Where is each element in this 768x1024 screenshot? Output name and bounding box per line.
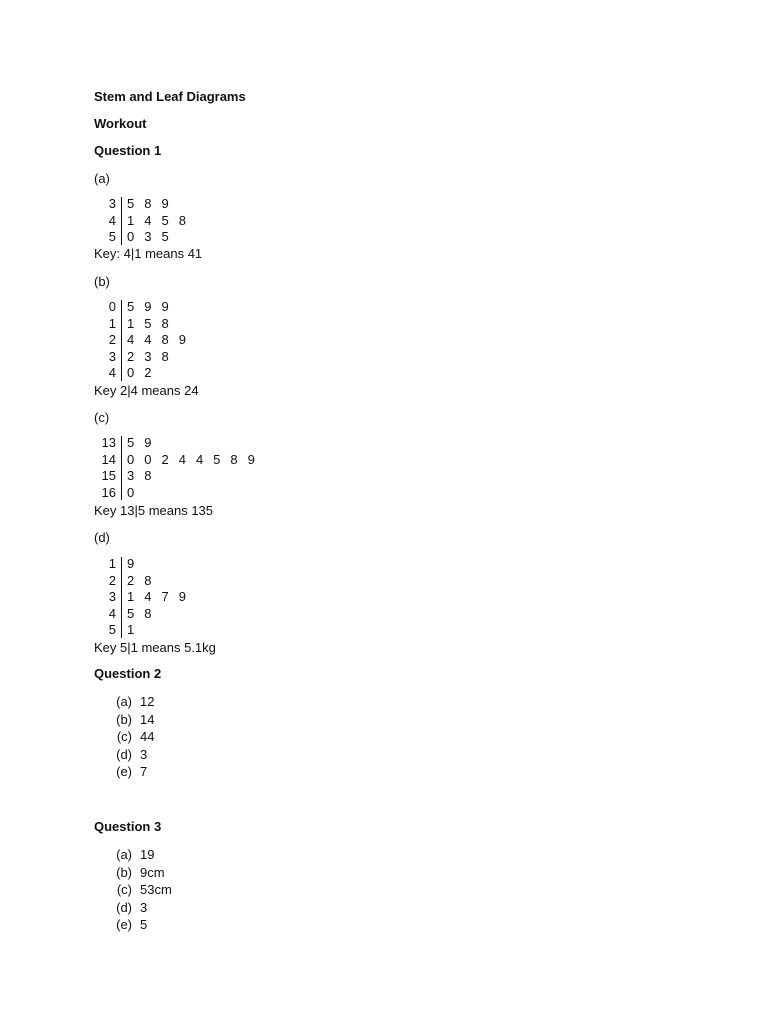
section-heading: Workout (94, 116, 147, 131)
leaves-b-4 (127, 365, 161, 382)
leaf: 4 (144, 212, 152, 228)
leaves-b-0 (127, 299, 179, 316)
answer-label: (e) (116, 917, 132, 933)
part-b-label: (b) (94, 274, 110, 289)
leaf: 1 (127, 315, 135, 331)
leaf: 9 (144, 299, 152, 314)
answer-label: (b) (116, 711, 132, 727)
leaf: 9 (127, 556, 135, 571)
leaves-c-2 (127, 468, 161, 485)
leaf: 5 (127, 299, 135, 314)
stem-d-3: 4 (108, 605, 116, 621)
leaf: 1 (127, 622, 135, 637)
leaf: 2 (127, 348, 135, 364)
question-1-heading: Question 1 (94, 143, 162, 158)
leaf: 5 (127, 196, 135, 211)
answer-value: 14 (140, 711, 155, 727)
leaves-d-1 (127, 573, 161, 590)
leaf: 9 (178, 589, 186, 604)
leaf: 9 (247, 451, 255, 467)
leaf: 5 (127, 605, 135, 621)
part-c-label: (c) (94, 410, 110, 425)
leaf: 1 (127, 589, 135, 604)
leaves-d-0 (127, 556, 144, 573)
answer-label: (d) (116, 899, 132, 915)
leaves-d-4 (127, 622, 144, 639)
stem-c-0: 13 (101, 435, 116, 450)
leaf: 8 (230, 451, 238, 467)
leaf: 0 (127, 451, 135, 467)
leaf: 9 (161, 299, 169, 314)
leaf: 9 (178, 332, 186, 347)
leaf: 4 (144, 332, 152, 347)
leaf: 5 (144, 315, 152, 331)
leaves-c-3 (127, 485, 144, 502)
leaf: 5 (213, 451, 221, 467)
leaf: 0 (127, 365, 135, 380)
answer-value: 12 (140, 694, 155, 709)
leaf: 8 (144, 605, 152, 621)
leaf: 5 (161, 212, 169, 228)
leaves-a-2 (127, 229, 179, 246)
leaf: 8 (161, 348, 169, 364)
answer-label: (d) (116, 746, 132, 762)
leaf: 9 (144, 435, 152, 450)
answer-label: (b) (116, 864, 132, 880)
leaf: 4 (178, 451, 186, 467)
key-c: Key 13|5 means 135 (94, 503, 214, 518)
leaf: 8 (161, 332, 169, 347)
leaves-c-0 (127, 435, 161, 452)
stem-c-2: 15 (101, 468, 116, 483)
leaf: 2 (144, 365, 152, 380)
leaf: 4 (195, 451, 204, 467)
leaves-a-1 (127, 213, 196, 230)
stem-b-0: 0 (108, 299, 116, 314)
leaf: 8 (144, 468, 152, 483)
leaves-d-3 (127, 606, 161, 623)
leaf: 0 (127, 229, 135, 244)
stem-a-2: 5 (108, 229, 116, 244)
leaves-b-2 (127, 332, 196, 349)
stem-d-2: 3 (108, 589, 116, 604)
stem-a-1: 4 (108, 212, 116, 228)
question-3-heading: Question 3 (94, 819, 162, 834)
leaf: 8 (161, 315, 169, 331)
answer-value: 7 (140, 764, 148, 780)
answer-label: (a) (116, 694, 132, 709)
stem-divider-b (121, 300, 122, 381)
leaf: 8 (144, 196, 152, 211)
answer-value: 44 (140, 729, 155, 745)
leaf: 3 (144, 348, 152, 364)
leaves-b-3 (127, 349, 179, 366)
stem-divider-a (121, 197, 122, 245)
key-a: Key: 4|1 means 41 (94, 246, 203, 261)
question-2-heading: Question 2 (94, 666, 162, 681)
key-b: Key 2|4 means 24 (94, 383, 199, 398)
leaves-a-0 (127, 196, 179, 213)
leaf: 5 (127, 435, 135, 450)
stem-d-4: 5 (108, 622, 116, 637)
answer-value: 53cm (140, 882, 172, 898)
stem-b-1: 1 (108, 315, 116, 331)
stem-divider-d (121, 557, 122, 638)
stem-d-0: 1 (108, 556, 116, 571)
leaf: 9 (161, 196, 169, 211)
leaf: 2 (127, 572, 135, 588)
leaf: 4 (144, 589, 152, 604)
answer-label: (c) (116, 882, 132, 898)
leaf: 1 (127, 212, 135, 228)
stem-a-0: 3 (108, 196, 116, 211)
leaf: 0 (127, 484, 135, 500)
leaf: 5 (161, 229, 169, 244)
answer-value: 3 (140, 899, 148, 915)
stem-divider-c (121, 436, 122, 500)
leaves-b-1 (127, 316, 179, 333)
leaf: 3 (144, 229, 152, 244)
answer-label: (c) (116, 729, 132, 745)
leaves-d-2 (127, 589, 196, 606)
answer-value: 9cm (140, 864, 165, 880)
answer-label: (e) (116, 764, 132, 780)
stem-c-3: 16 (101, 484, 116, 500)
answer-value: 3 (140, 746, 148, 762)
stem-c-1: 14 (101, 451, 116, 467)
leaf: 8 (144, 572, 152, 588)
stem-b-2: 2 (108, 332, 116, 347)
answer-label: (a) (116, 847, 132, 862)
leaf: 4 (127, 332, 135, 347)
leaf: 0 (144, 451, 152, 467)
stem-b-3: 3 (108, 348, 116, 364)
part-a-label: (a) (94, 171, 110, 186)
stem-b-4: 4 (108, 365, 116, 380)
page-title: Stem and Leaf Diagrams (94, 89, 246, 104)
answer-value: 19 (140, 847, 155, 862)
answer-value: 5 (140, 917, 148, 933)
leaf: 2 (161, 451, 169, 467)
leaves-c-1 (127, 452, 265, 469)
key-d: Key 5|1 means 5.1kg (94, 640, 216, 655)
leaf: 3 (127, 468, 135, 483)
leaf: 8 (178, 212, 186, 228)
leaf: 7 (161, 589, 169, 604)
part-d-label: (d) (94, 530, 110, 545)
stem-d-1: 2 (108, 572, 116, 588)
